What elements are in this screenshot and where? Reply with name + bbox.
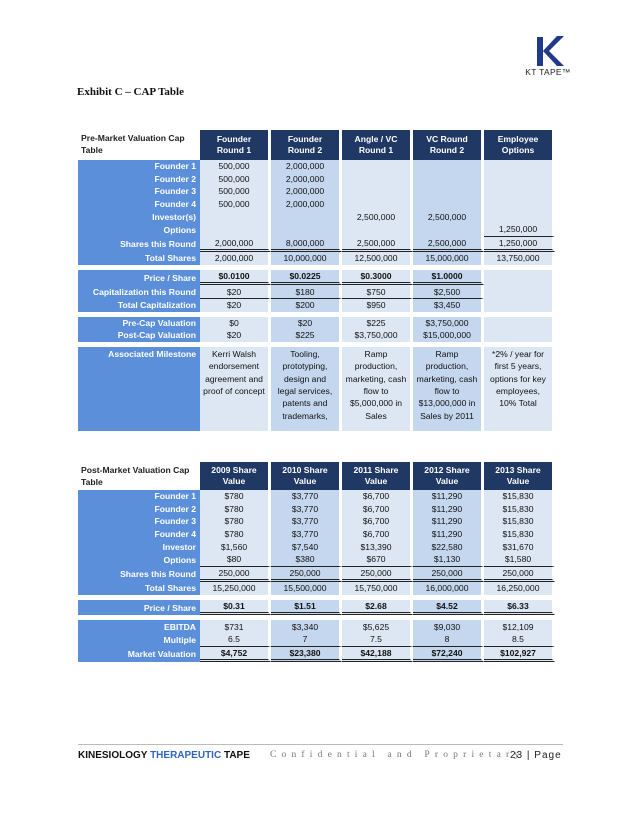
cell: 2,500,000 (413, 210, 484, 223)
cell: $0.0225 (271, 270, 342, 286)
cell: $15,830 (484, 490, 555, 503)
cell (484, 210, 555, 223)
cell: 2,500,000 (342, 237, 413, 253)
row-label: Founder 1 (78, 160, 200, 173)
post-table-title: Post-Market Valuation Cap Table (81, 465, 190, 487)
row-label: Shares this Round (78, 237, 200, 253)
table-row (78, 185, 555, 198)
cell: $13,390 (342, 540, 413, 553)
row-label: Founder 2 (78, 173, 200, 186)
cell: Kerri Walsh endorsement agreement and proof of concept (200, 347, 271, 431)
table-row (78, 553, 555, 567)
cell: 2,500,000 (413, 237, 484, 253)
cell: $3,770 (271, 528, 342, 541)
cell: $0.0100 (200, 270, 271, 286)
col-header: 2009 Share Value (200, 462, 271, 490)
cell (200, 223, 271, 237)
cell (200, 210, 271, 223)
footer-divider (78, 744, 563, 745)
cell: $780 (200, 490, 271, 503)
cell: $0.31 (200, 600, 271, 616)
cell: $1.51 (271, 600, 342, 616)
cell: $225 (342, 317, 413, 330)
cell: 15,500,000 (271, 582, 342, 595)
col-header: VC Round Round 2 (413, 130, 484, 160)
cell: $4,752 (200, 647, 271, 663)
cell: $2.68 (342, 600, 413, 616)
col-header: Employee Options (484, 130, 555, 160)
cell: Ramp production, marketing, cash flow to $13,000,000 in Sales by 2011 (413, 347, 484, 431)
cell: 250,000 (413, 567, 484, 583)
cell: $750 (342, 285, 413, 299)
cell (342, 173, 413, 186)
cell: 250,000 (342, 567, 413, 583)
cell: $0.3000 (342, 270, 413, 286)
table-row (78, 270, 555, 286)
cell (413, 160, 484, 173)
table-row (78, 600, 555, 616)
cell: 2,000,000 (271, 198, 342, 211)
row-label: Price / Share (78, 270, 200, 286)
footer-company-b: THERAPEUTIC (150, 750, 222, 761)
cell (484, 299, 555, 312)
cell: 2,000,000 (271, 160, 342, 173)
cell (484, 285, 555, 299)
table-row (78, 210, 555, 223)
table-row (78, 198, 555, 211)
cell: 15,750,000 (342, 582, 413, 595)
cell: $6.33 (484, 600, 555, 616)
row-label: Market Valuation (78, 647, 200, 663)
footer-page-number: 23 | Page (510, 750, 562, 761)
cell: 15,000,000 (413, 252, 484, 265)
cell: 2,000,000 (271, 173, 342, 186)
cell: 500,000 (200, 160, 271, 173)
row-label: Founder 3 (78, 185, 200, 198)
cell: 500,000 (200, 198, 271, 211)
footer-company-c: TAPE (221, 750, 250, 761)
cell: $3,450 (413, 299, 484, 312)
cell (413, 223, 484, 237)
cell: $11,290 (413, 528, 484, 541)
cell: $102,927 (484, 647, 555, 663)
row-label: Founder 1 (78, 490, 200, 503)
col-header: 2013 Share Value (484, 462, 555, 490)
table-row (78, 252, 555, 265)
cell (271, 210, 342, 223)
cell: $180 (271, 285, 342, 299)
row-label: Options (78, 223, 200, 237)
row-label: Price / Share (78, 600, 200, 616)
cell: 10,000,000 (271, 252, 342, 265)
cell: $3,770 (271, 503, 342, 516)
cell: 8 (413, 633, 484, 647)
col-header: 2010 Share Value (271, 462, 342, 490)
cell: $7,540 (271, 540, 342, 553)
cell: $20 (200, 299, 271, 312)
cell: $15,830 (484, 503, 555, 516)
cell (484, 198, 555, 211)
cell (484, 185, 555, 198)
post-market-cap-table (78, 462, 555, 662)
footer-company (78, 750, 250, 761)
table-row (78, 503, 555, 516)
row-label: Investor(s) (78, 210, 200, 223)
cell: $15,000,000 (413, 329, 484, 342)
cell: 500,000 (200, 173, 271, 186)
cell: $15,830 (484, 528, 555, 541)
cell: $2,500 (413, 285, 484, 299)
table-row (78, 490, 555, 503)
row-label: Total Capitalization (78, 299, 200, 312)
row-label: Investor (78, 540, 200, 553)
table-row (78, 223, 555, 237)
cell: *2% / year for first 5 years, options for key employees, 10% Total (484, 347, 555, 431)
footer-confidential: Confidential and Proprietary (270, 750, 525, 760)
cell (413, 185, 484, 198)
cell: $6,700 (342, 528, 413, 541)
table-row (78, 237, 555, 253)
cell: 8,000,000 (271, 237, 342, 253)
cell: $225 (271, 329, 342, 342)
cell: $9,030 (413, 620, 484, 633)
cell: 2,500,000 (342, 210, 413, 223)
cell (413, 173, 484, 186)
cell: $6,700 (342, 515, 413, 528)
cell (484, 329, 555, 342)
cell: $11,290 (413, 490, 484, 503)
cell: 2,000,000 (271, 185, 342, 198)
row-label: Shares this Round (78, 567, 200, 583)
kt-logo-mark-icon (519, 34, 577, 68)
row-label: Capitalization this Round (78, 285, 200, 299)
col-header: Founder Round 2 (271, 130, 342, 160)
cell: $0 (200, 317, 271, 330)
cell (342, 160, 413, 173)
table-row (78, 620, 555, 633)
table-row (78, 285, 555, 299)
cell: 1,250,000 (484, 223, 555, 237)
pre-market-cap-table (78, 130, 555, 431)
cell: 13,750,000 (484, 252, 555, 265)
pre-table-title: Pre-Market Valuation Cap Table (81, 133, 185, 155)
cell: $3,340 (271, 620, 342, 633)
cell: 2,000,000 (200, 237, 271, 253)
cell (342, 198, 413, 211)
cell (484, 160, 555, 173)
row-label: Post-Cap Valuation (78, 329, 200, 342)
cell: 8.5 (484, 633, 555, 647)
cell (342, 223, 413, 237)
cell (484, 270, 555, 286)
cell: $1,560 (200, 540, 271, 553)
cell: $80 (200, 553, 271, 567)
col-header: 2011 Share Value (342, 462, 413, 490)
row-label: Founder 3 (78, 515, 200, 528)
col-header: 2012 Share Value (413, 462, 484, 490)
cell (484, 173, 555, 186)
col-header: Founder Round 1 (200, 130, 271, 160)
table-row (78, 515, 555, 528)
table-row (78, 528, 555, 541)
cell: 7.5 (342, 633, 413, 647)
cell: $3,750,000 (342, 329, 413, 342)
row-label: Founder 4 (78, 198, 200, 211)
row-label: Founder 4 (78, 528, 200, 541)
table-row (78, 633, 555, 647)
footer-company-a: KINESIOLOGY (78, 750, 151, 761)
table-row (78, 567, 555, 583)
cell: $22,580 (413, 540, 484, 553)
row-label: Pre-Cap Valuation (78, 317, 200, 330)
cell: $20 (271, 317, 342, 330)
row-label: Total Shares (78, 582, 200, 595)
cell: $4.52 (413, 600, 484, 616)
cell: $380 (271, 553, 342, 567)
logo-text: KT TAPE™ (525, 67, 571, 77)
cell: 250,000 (200, 567, 271, 583)
table-row (78, 329, 555, 342)
row-label: Options (78, 553, 200, 567)
table-row (78, 317, 555, 330)
col-header: Angle / VC Round 1 (342, 130, 413, 160)
cell: $6,700 (342, 490, 413, 503)
table-row (78, 582, 555, 595)
cell: $3,750,000 (413, 317, 484, 330)
exhibit-title: Exhibit C – CAP Table (77, 86, 184, 98)
cell: Ramp production, marketing, cash flow to $5,000,000 in Sales (342, 347, 413, 431)
cell (271, 223, 342, 237)
row-label: Founder 2 (78, 503, 200, 516)
cell: $12,109 (484, 620, 555, 633)
cell: $23,380 (271, 647, 342, 663)
row-label: Associated Milestone (78, 347, 200, 431)
cell: $780 (200, 503, 271, 516)
cell: $1.0000 (413, 270, 484, 286)
row-label: EBITDA (78, 620, 200, 633)
kt-tape-logo (519, 34, 577, 86)
cell (484, 317, 555, 330)
cell: $1,130 (413, 553, 484, 567)
cell: $20 (200, 329, 271, 342)
cell: $15,830 (484, 515, 555, 528)
cell: 1,250,000 (484, 237, 555, 253)
cell: $950 (342, 299, 413, 312)
cell: 15,250,000 (200, 582, 271, 595)
table-row (78, 173, 555, 186)
row-label: Total Shares (78, 252, 200, 265)
table-row (78, 160, 555, 173)
cell: $6,700 (342, 503, 413, 516)
cell: 250,000 (271, 567, 342, 583)
cell: $20 (200, 285, 271, 299)
cell: $780 (200, 528, 271, 541)
cell: $72,240 (413, 647, 484, 663)
cell: 250,000 (484, 567, 555, 583)
cell: $11,290 (413, 515, 484, 528)
cell: $11,290 (413, 503, 484, 516)
row-label: Multiple (78, 633, 200, 647)
cell: 7 (271, 633, 342, 647)
table-row (78, 540, 555, 553)
cell: 6.5 (200, 633, 271, 647)
cell: $200 (271, 299, 342, 312)
table-row (78, 647, 555, 663)
cell: 16,250,000 (484, 582, 555, 595)
cell: 2,000,000 (200, 252, 271, 265)
cell (342, 185, 413, 198)
cell: 500,000 (200, 185, 271, 198)
cell: $1,580 (484, 553, 555, 567)
cell: $731 (200, 620, 271, 633)
cell: 12,500,000 (342, 252, 413, 265)
cell: $5,625 (342, 620, 413, 633)
table-row (78, 347, 555, 431)
cell: $31,670 (484, 540, 555, 553)
cell: $780 (200, 515, 271, 528)
cell (413, 198, 484, 211)
cell: 16,000,000 (413, 582, 484, 595)
cell: $670 (342, 553, 413, 567)
cell: $42,188 (342, 647, 413, 663)
cell: Tooling, prototyping, design and legal services, patents and trademarks, (271, 347, 342, 431)
cell: $3,770 (271, 490, 342, 503)
cell: $3,770 (271, 515, 342, 528)
table-row (78, 299, 555, 312)
